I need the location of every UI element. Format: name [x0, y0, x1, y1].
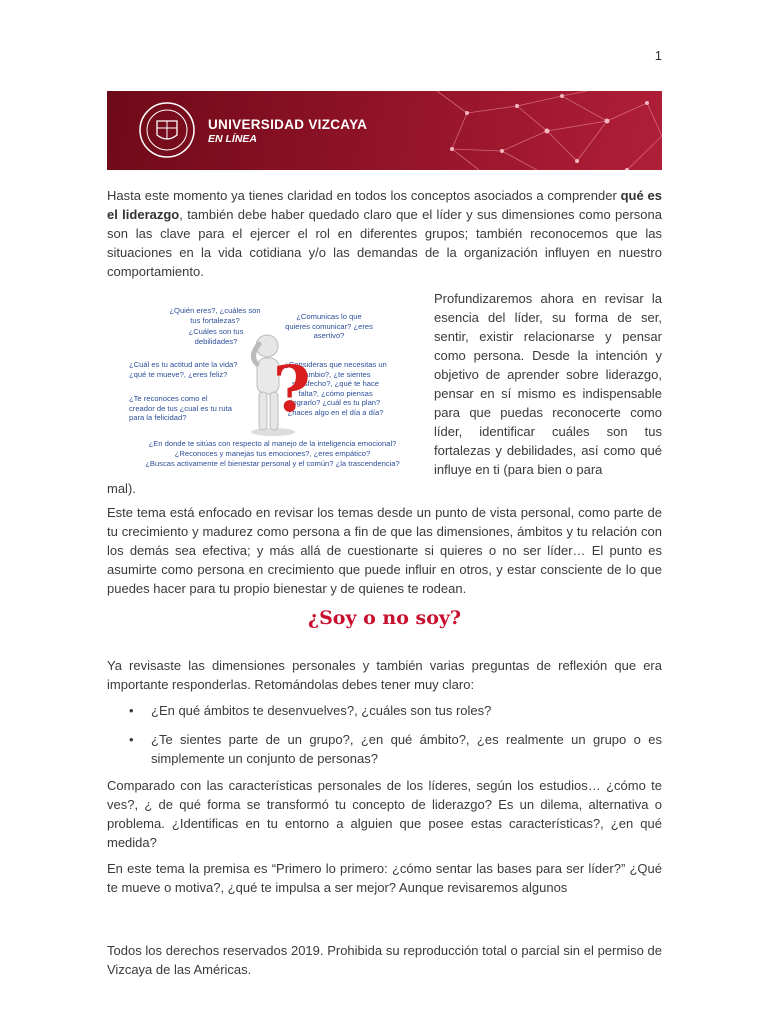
reflection-figure: [125, 296, 420, 474]
list-item: [107, 701, 662, 720]
figure-question: ¿Buscas activamente el bienestar personal y el común? ¿la trascendencia?: [145, 459, 400, 468]
list-item: [107, 730, 662, 768]
page-number: 1: [654, 48, 662, 63]
section-heading: ¿Soy o no soy?: [307, 607, 462, 629]
header-banner: [107, 91, 662, 170]
figure-question: ¿Reconoces y manejas tus emociones?, ¿eres empático?: [174, 449, 371, 458]
figure-question: ¿Quién eres?, ¿cuáles son tus fortalezas?: [169, 306, 261, 325]
figure-question: ¿Cuáles son tus debilidades?: [188, 327, 244, 346]
university-seal-icon: [138, 101, 196, 159]
intro-text-start: Hasta este momento ya tienes claridad en todos los conceptos asociados a comprender: [107, 188, 621, 203]
side-paragraph: Profundizaremos ahora en revisar la esencia del líder, su forma de ser, sentir, existir relacionarse y pensar como persona. Desde la intención y objetivo de aprender sobre liderazgo, pensar en sí mismo es indispensable para que puedas reconocerte como líder, identificar cuáles son tus fortalezas y debilidades, así como qué influye en ti (para bien o para: [434, 291, 662, 477]
paragraph-personal-view: Este tema está enfocado en revisar los temas desde un punto de vista personal, como parte de tu crecimiento y madurez como persona a fin de que las dimensiones, ámbitos y tu relación con los demás sea efectiva; y más allá de cuestionarte si quieres o no ser líder… El punto es asumirte como persona en crecimiento que puede influir en otros, y estar consciente de lo que puedes hacer para tu propio bienestar y de quienes te rodean.: [107, 505, 662, 596]
intro-text-end: , también debe haber quedado claro que el líder y sus dimensiones como persona son las clave para el ejercer el rol en diferentes grupos; también reconocemos que las situaciones en la vida cotidiana y/o las demandas de la organización influyen en nuestro comportamiento.: [107, 207, 662, 279]
list-item-text: ¿En qué ámbitos te desenvuelves?, ¿cuáles son tus roles?: [151, 703, 492, 718]
figure-question: ¿En donde te sitúas con respecto al manejo de la inteligencia emocional?: [148, 439, 397, 448]
red-question-mark: ?: [273, 352, 311, 427]
figure-question: ¿Comunicas lo que quieres comunicar? ¿eres asertivo?: [285, 312, 373, 340]
bullet-icon: •: [129, 703, 134, 718]
university-subtitle: EN LÍNEA: [208, 133, 258, 145]
side-paragraph-end: mal).: [107, 481, 136, 496]
intro-bold-text: qué es el liderazgo: [107, 188, 663, 222]
figure-question: ¿Te reconoces como el creador de tus ¿cual es tu ruta para la felicidad?: [129, 394, 232, 422]
question-list: [107, 701, 662, 778]
university-name: UNIVERSIDAD VIZCAYA: [208, 117, 368, 132]
bullet-icon: •: [129, 732, 134, 747]
paragraph-dimensions: Ya revisaste las dimensiones personales y también varias preguntas de reflexión que era importante responderlas. Retomándolas debes tener muy claro:: [107, 658, 662, 692]
intro-paragraph: [107, 186, 662, 281]
list-item-text: ¿Te sientes parte de un grupo?, ¿en qué ámbito?, ¿es realmente un grupo o es simplemente un conjunto de personas?: [151, 732, 662, 766]
paragraph-comparison: Comparado con las características personales de los líderes, según los estudios… ¿cómo te ves?, ¿ de qué forma se transformó tu concepto de liderazgo? Es un dilema, alternativa o problema. ¿Identificas en tu entorno a alguien que posee estas características?, ¿en qué medida?: [107, 778, 662, 850]
footer-copyright: Todos los derechos reservados 2019. Prohibida su reproducción total o parcial sin el permiso de Vizcaya de las Américas.: [107, 943, 662, 977]
paragraph-premise: En este tema la premisa es “Primero lo primero: ¿cómo sentar las bases para ser líder?” ¿Qué te mueve o motiva?, ¿qué te impulsa a ser mejor? Aunque revisaremos algunos: [107, 861, 662, 895]
figure-question: ¿Cuál es tu actitud ante la vida? ¿qué te mueve?, ¿eres feliz?: [129, 360, 238, 379]
figure-question: ¿Consideras que necesitas un cambio?, ¿te sientes satisfecho?, ¿qué te hace falta?, ¿cómo piensas lograrlo? ¿cuál es tu plan? ¿haces algo en el día a día?: [284, 360, 387, 417]
